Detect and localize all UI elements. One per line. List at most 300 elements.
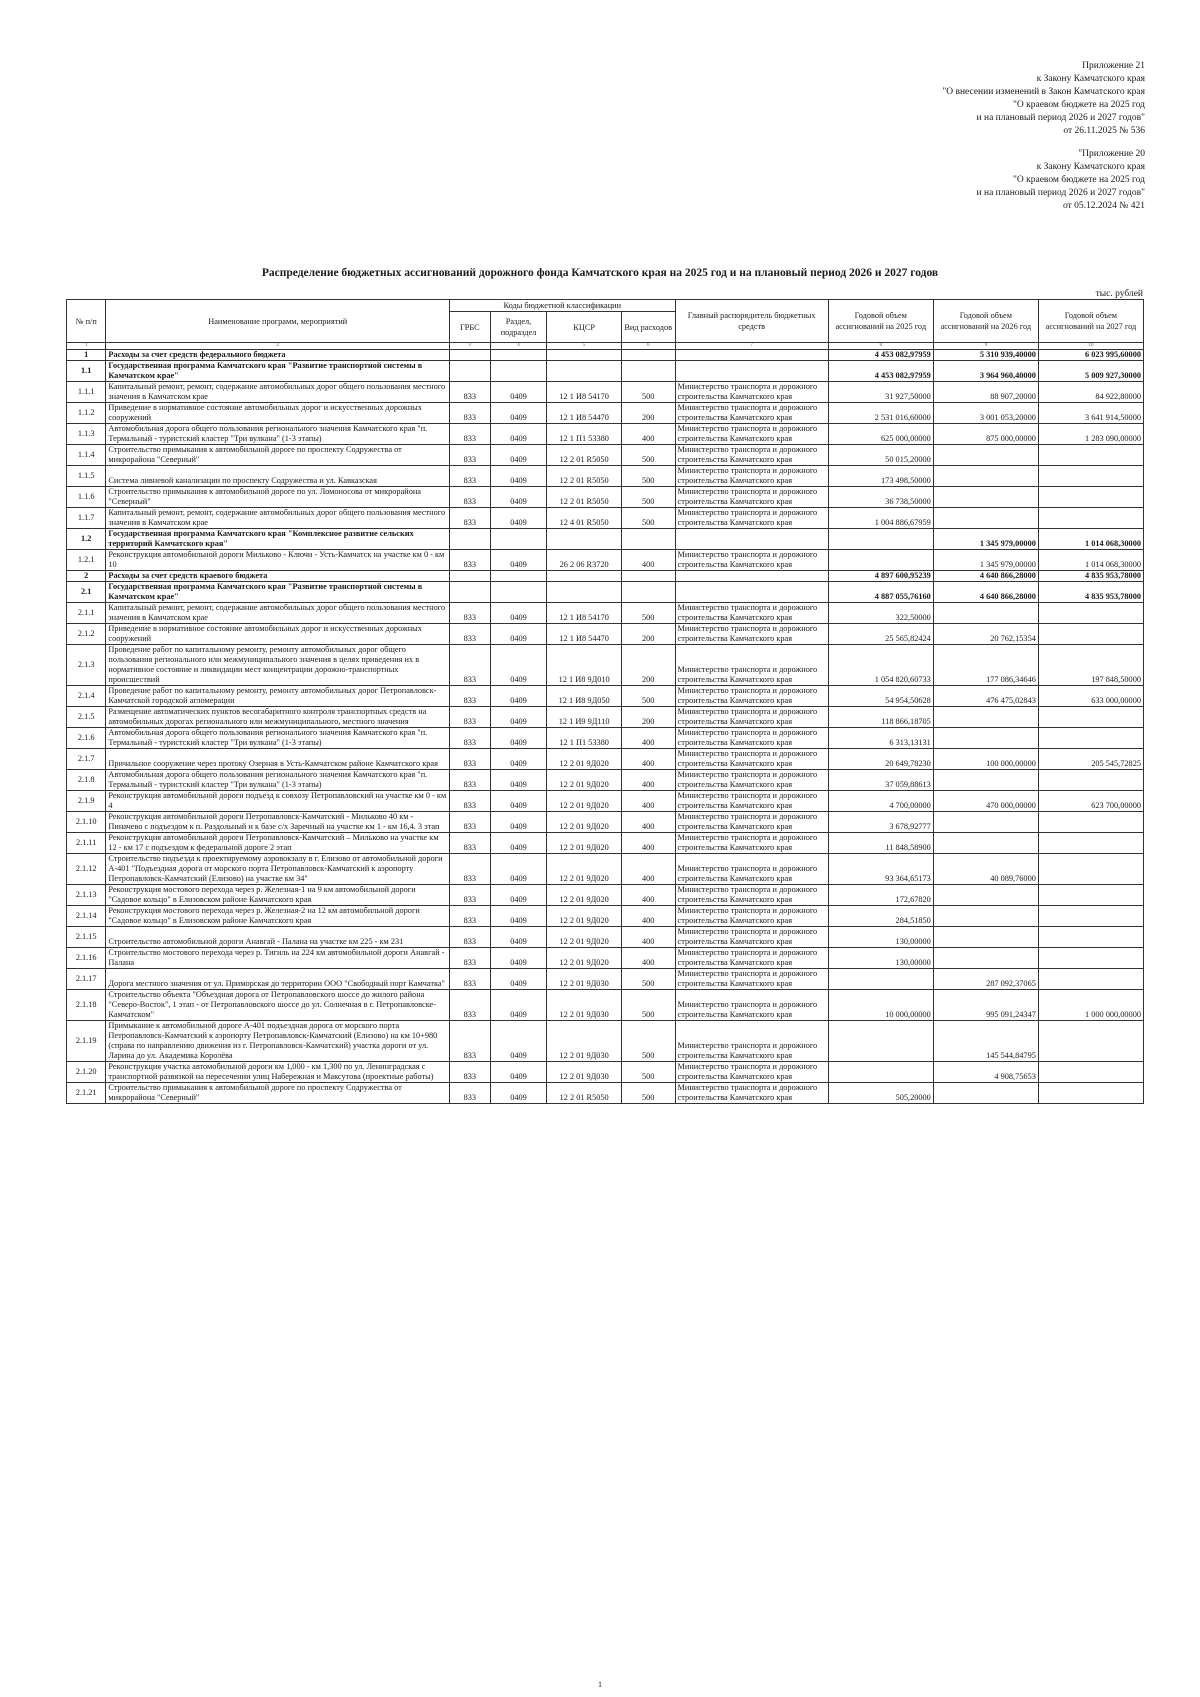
row-glav: Министерство транспорта и дорожного строительства Камчатского края <box>675 466 828 487</box>
row-name: Расходы за счет средств федерального бюджета <box>106 350 450 361</box>
row-vid: 400 <box>621 749 675 770</box>
row-kcsr: 12 2 01 9Д020 <box>547 812 621 833</box>
row-name: Автомобильная дорога общего пользования регионального значения Камчатского края "п. Термальный - туристский кластер "Три вулкана" (1-3 этапы) <box>106 424 450 445</box>
row-number: 2 <box>67 571 106 582</box>
row-glav: Министерство транспорта и дорожного строительства Камчатского края <box>675 791 828 812</box>
row-amount-2025: 36 738,50000 <box>828 487 933 508</box>
row-razdel: 0409 <box>490 686 547 707</box>
row-name: Проведение работ по капитальному ремонту, ремонту автомобильных дорог общего пользования регионального или межмуниципального значения в целях приведения их в нормативное состояние и ликвидации мест концентрации дорожно-транспортных происшествий <box>106 645 450 686</box>
row-kcsr: 12 2 01 9Д020 <box>547 749 621 770</box>
row-amount-2027 <box>1038 906 1143 927</box>
row-number: 1.2 <box>67 529 106 550</box>
row-grbs: 833 <box>450 603 490 624</box>
row-amount-2025: 1 054 820,60733 <box>828 645 933 686</box>
table-row <box>67 445 1144 466</box>
row-vid: 500 <box>621 445 675 466</box>
row-name: Реконструкция автомобильной дороги подъезд к совхозу Петропавловский на участке км 0 - км 4 <box>106 791 450 812</box>
col-header-glav: Главный распорядитель бюджетных средств <box>675 300 828 343</box>
col-header-grbs: ГРБС <box>450 312 490 343</box>
row-grbs: 833 <box>450 728 490 749</box>
col-header-razdel: Раздел, подраздел <box>490 312 547 343</box>
row-amount-2026 <box>933 906 1038 927</box>
row-number: 2.1.12 <box>67 854 106 885</box>
table-row <box>67 969 1144 990</box>
row-amount-2026: 4 640 866,28000 <box>933 582 1038 603</box>
column-index-row <box>67 343 1144 350</box>
row-name: Приведение в нормативное состояние автомобильных дорог и искусственных дорожных сооружений <box>106 624 450 645</box>
table-row <box>67 424 1144 445</box>
row-kcsr: 12 2 01 9Д030 <box>547 969 621 990</box>
row-number: 1.1.4 <box>67 445 106 466</box>
row-kcsr: 12 1 И9 9Д110 <box>547 707 621 728</box>
row-name: Система ливневой канализации по проспекту Содружества и ул. Кавказская <box>106 466 450 487</box>
row-glav: Министерство транспорта и дорожного строительства Камчатского края <box>675 854 828 885</box>
row-amount-2025: 25 565,82424 <box>828 624 933 645</box>
row-amount-2026 <box>933 603 1038 624</box>
row-kcsr: 12 2 01 9Д030 <box>547 990 621 1021</box>
row-glav <box>675 571 828 582</box>
row-amount-2026: 287 092,37065 <box>933 969 1038 990</box>
row-kcsr: 12 2 01 9Д020 <box>547 770 621 791</box>
header-line: Приложение 21 <box>1082 61 1145 71</box>
row-amount-2027: 1 000 000,00000 <box>1038 990 1143 1021</box>
table-row <box>67 403 1144 424</box>
row-number: 2.1.17 <box>67 969 106 990</box>
row-kcsr: 12 2 01 9Д030 <box>547 1021 621 1062</box>
row-vid: 500 <box>621 990 675 1021</box>
row-razdel: 0409 <box>490 424 547 445</box>
row-number: 2.1.8 <box>67 770 106 791</box>
table-row <box>67 707 1144 728</box>
row-number: 1.1.7 <box>67 508 106 529</box>
row-grbs: 833 <box>450 424 490 445</box>
header-line: "Приложение 20 <box>1078 149 1145 159</box>
row-vid: 400 <box>621 550 675 571</box>
table-row <box>67 550 1144 571</box>
row-name: Дорога местного значения от ул. Приморская до территории ООО "Свободный порт Камчатка" <box>106 969 450 990</box>
row-name: Реконструкция участка автомобильной дороги км 1,000 - км 1,300 по ул. Ленинградская с транспортной развязкой на пересечении улиц Набережная и Максутова (проектные работы) <box>106 1062 450 1083</box>
row-amount-2026: 1 345 979,00000 <box>933 550 1038 571</box>
row-number: 2.1.3 <box>67 645 106 686</box>
row-amount-2026 <box>933 487 1038 508</box>
row-amount-2026 <box>933 445 1038 466</box>
row-glav: Министерство транспорта и дорожного строительства Камчатского края <box>675 812 828 833</box>
row-razdel <box>490 361 547 382</box>
row-number: 2.1.11 <box>67 833 106 854</box>
row-grbs <box>450 571 490 582</box>
table-row <box>67 466 1144 487</box>
row-amount-2027: 623 700,00000 <box>1038 791 1143 812</box>
row-kcsr: 12 1 П1 53380 <box>547 424 621 445</box>
row-amount-2025: 31 927,50000 <box>828 382 933 403</box>
row-kcsr: 26 2 06 R3720 <box>547 550 621 571</box>
row-vid: 400 <box>621 728 675 749</box>
row-amount-2027 <box>1038 445 1143 466</box>
row-number: 1.2.1 <box>67 550 106 571</box>
row-glav: Министерство транспорта и дорожного строительства Камчатского края <box>675 645 828 686</box>
table-row <box>67 1083 1144 1104</box>
row-amount-2025: 130,00000 <box>828 927 933 948</box>
row-amount-2025: 505,20000 <box>828 1083 933 1104</box>
row-name: Размещение автоматических пунктов весогабаритного контроля транспортных средств на автомобильных дорогах регионального или межмуниципального, местного значения <box>106 707 450 728</box>
row-razdel: 0409 <box>490 508 547 529</box>
row-glav: Министерство транспорта и дорожного строительства Камчатского края <box>675 833 828 854</box>
row-number: 1.1.3 <box>67 424 106 445</box>
row-amount-2027 <box>1038 948 1143 969</box>
row-amount-2026: 3 964 960,40000 <box>933 361 1038 382</box>
row-amount-2027 <box>1038 1083 1143 1104</box>
row-amount-2027 <box>1038 969 1143 990</box>
row-amount-2027 <box>1038 728 1143 749</box>
row-number: 2.1.14 <box>67 906 106 927</box>
row-vid: 500 <box>621 508 675 529</box>
row-grbs: 833 <box>450 624 490 645</box>
row-grbs: 833 <box>450 854 490 885</box>
row-amount-2027: 1 014 068,30000 <box>1038 529 1143 550</box>
row-glav: Министерство транспорта и дорожного строительства Камчатского края <box>675 948 828 969</box>
row-amount-2026 <box>933 770 1038 791</box>
row-grbs: 833 <box>450 686 490 707</box>
header-line: к Закону Камчатского края <box>1036 162 1145 172</box>
row-amount-2027 <box>1038 508 1143 529</box>
col-header-y2026: Годовой объем ассигнований на 2026 год <box>933 300 1038 343</box>
row-razdel: 0409 <box>490 445 547 466</box>
table-row <box>67 885 1144 906</box>
row-glav <box>675 582 828 603</box>
row-kcsr: 12 1 И8 54470 <box>547 624 621 645</box>
row-glav: Министерство транспорта и дорожного строительства Камчатского края <box>675 969 828 990</box>
header-line: "О краевом бюджете на 2025 год <box>1013 175 1145 185</box>
row-vid <box>621 350 675 361</box>
col-header-kcsr: КЦСР <box>547 312 621 343</box>
table-row <box>67 791 1144 812</box>
appendix-header-current <box>942 60 1145 138</box>
row-number: 2.1.20 <box>67 1062 106 1083</box>
row-razdel: 0409 <box>490 1083 547 1104</box>
table-row <box>67 686 1144 707</box>
row-name: Строительство мостового перехода через р. Тигиль на 224 км автомобильной дороги Анавгай - Палана <box>106 948 450 969</box>
row-grbs: 833 <box>450 906 490 927</box>
row-kcsr: 12 2 01 R5050 <box>547 487 621 508</box>
row-vid: 500 <box>621 466 675 487</box>
row-amount-2025 <box>828 529 933 550</box>
row-amount-2025: 20 649,78230 <box>828 749 933 770</box>
row-name: Строительство примыкания к автомобильной дороге по проспекту Содружества от микрорайона "Северный" <box>106 1083 450 1104</box>
header-line: от 05.12.2024 № 421 <box>1063 201 1145 211</box>
row-number: 1.1.6 <box>67 487 106 508</box>
row-number: 2.1.5 <box>67 707 106 728</box>
row-kcsr: 12 2 01 9Д030 <box>547 1062 621 1083</box>
col-header-codes: Коды бюджетной классификации <box>450 300 675 312</box>
row-glav: Министерство транспорта и дорожного строительства Камчатского края <box>675 990 828 1021</box>
row-number: 2.1.1 <box>67 603 106 624</box>
row-amount-2026 <box>933 466 1038 487</box>
row-amount-2025: 3 678,92777 <box>828 812 933 833</box>
row-number: 2.1.21 <box>67 1083 106 1104</box>
row-amount-2027 <box>1038 885 1143 906</box>
row-vid: 400 <box>621 885 675 906</box>
row-name: Реконструкция автомобильной дороги Петропавловск-Камчатский - Мильково 40 км - Пиначево с подъездом к п. Раздольный и к базе с/х Заречный на участке км 1 - км 16,4. 3 этап <box>106 812 450 833</box>
row-name: Строительство примыкания к автомобильной дороге по проспекту Содружества от микрорайона "Северный" <box>106 445 450 466</box>
row-number: 1.1 <box>67 361 106 382</box>
row-grbs: 833 <box>450 885 490 906</box>
row-amount-2027 <box>1038 624 1143 645</box>
row-kcsr: 12 1 И8 54470 <box>547 403 621 424</box>
row-name: Капитальный ремонт, ремонт, содержание автомобильных дорог общего пользования местного значения в Камчатском крае <box>106 603 450 624</box>
row-glav: Министерство транспорта и дорожного строительства Камчатского края <box>675 550 828 571</box>
row-name: Проведение работ по капитальному ремонту, ремонту автомобильных дорог Петропавловск-Камчатской городской агломерации <box>106 686 450 707</box>
table-row <box>67 645 1144 686</box>
row-name: Строительство объекта "Объездная дорога от Петропавловского шоссе до жилого района "Северо-Восток", 1 этап - от Петропавловского шоссе до ул. Солнечная в г. Петропавловске-Камчатском" <box>106 990 450 1021</box>
row-name: Государственная программа Камчатского края "Развитие транспортной системы в Камчатском крае" <box>106 361 450 382</box>
row-amount-2026: 875 000,00000 <box>933 424 1038 445</box>
row-glav: Министерство транспорта и дорожного строительства Камчатского края <box>675 749 828 770</box>
row-grbs: 833 <box>450 990 490 1021</box>
page-number: 1 <box>598 1680 602 1689</box>
row-name: Причальное сооружение через протоку Озерная в Усть-Камчатском районе Камчатского края <box>106 749 450 770</box>
row-amount-2026 <box>933 948 1038 969</box>
row-amount-2027 <box>1038 812 1143 833</box>
row-amount-2025: 625 000,00000 <box>828 424 933 445</box>
row-number: 2.1.10 <box>67 812 106 833</box>
header-line: к Закону Камчатского края <box>1036 74 1145 84</box>
row-amount-2027 <box>1038 487 1143 508</box>
col-header-name: Наименование программ, мероприятий <box>106 300 450 343</box>
row-name: Реконструкция мостового перехода через р. Железная-2 на 12 км автомобильной дороги "Садовое кольцо" в Елизовском районе Камчатского края <box>106 906 450 927</box>
table-row <box>67 582 1144 603</box>
row-kcsr: 12 2 01 9Д020 <box>547 948 621 969</box>
table-row <box>67 508 1144 529</box>
row-razdel <box>490 582 547 603</box>
row-glav: Министерство транспорта и дорожного строительства Камчатского края <box>675 1083 828 1104</box>
row-vid: 400 <box>621 833 675 854</box>
row-vid: 200 <box>621 403 675 424</box>
row-grbs: 833 <box>450 487 490 508</box>
row-glav: Министерство транспорта и дорожного строительства Камчатского края <box>675 885 828 906</box>
row-glav <box>675 361 828 382</box>
row-vid: 200 <box>621 624 675 645</box>
column-index: 6 <box>621 343 675 350</box>
row-name: Капитальный ремонт, ремонт, содержание автомобильных дорог общего пользования местного значения в Камчатском крае <box>106 382 450 403</box>
column-index: 9 <box>933 343 1038 350</box>
row-grbs: 833 <box>450 770 490 791</box>
row-number: 2.1.15 <box>67 927 106 948</box>
row-glav: Министерство транспорта и дорожного строительства Камчатского края <box>675 707 828 728</box>
row-grbs: 833 <box>450 550 490 571</box>
row-name: Государственная программа Камчатского края "Развитие транспортной системы в Камчатском крае" <box>106 582 450 603</box>
row-glav: Министерство транспорта и дорожного строительства Камчатского края <box>675 1062 828 1083</box>
row-amount-2025: 37 059,88613 <box>828 770 933 791</box>
row-razdel: 0409 <box>490 707 547 728</box>
table-row <box>67 603 1144 624</box>
table-row <box>67 749 1144 770</box>
table-row <box>67 1021 1144 1062</box>
row-amount-2025: 130,00000 <box>828 948 933 969</box>
row-amount-2026 <box>933 1083 1038 1104</box>
row-glav: Министерство транспорта и дорожного строительства Камчатского края <box>675 906 828 927</box>
row-razdel: 0409 <box>490 791 547 812</box>
row-glav: Министерство транспорта и дорожного строительства Камчатского края <box>675 770 828 791</box>
row-number: 2.1.6 <box>67 728 106 749</box>
row-vid: 400 <box>621 854 675 885</box>
row-number: 1.1.2 <box>67 403 106 424</box>
header-line: "О внесении изменений в Закон Камчатского края <box>942 87 1145 97</box>
row-grbs: 833 <box>450 508 490 529</box>
row-kcsr: 12 1 И8 54170 <box>547 382 621 403</box>
row-vid: 400 <box>621 927 675 948</box>
row-kcsr: 12 1 П1 53380 <box>547 728 621 749</box>
table-row <box>67 990 1144 1021</box>
row-vid <box>621 361 675 382</box>
row-vid: 500 <box>621 382 675 403</box>
table-row <box>67 854 1144 885</box>
row-kcsr: 12 2 01 9Д020 <box>547 854 621 885</box>
row-name: Строительство автомобильной дороги Анавгай - Палана на участке км 225 - км 231 <box>106 927 450 948</box>
row-glav: Министерство транспорта и дорожного строительства Камчатского края <box>675 508 828 529</box>
row-amount-2025: 93 364,65173 <box>828 854 933 885</box>
row-amount-2026: 20 762,15354 <box>933 624 1038 645</box>
header-line: от 26.11.2025 № 536 <box>1063 126 1145 136</box>
row-razdel: 0409 <box>490 624 547 645</box>
row-vid <box>621 571 675 582</box>
row-amount-2026 <box>933 812 1038 833</box>
row-grbs: 833 <box>450 382 490 403</box>
row-amount-2025: 4 887 055,76160 <box>828 582 933 603</box>
row-vid: 400 <box>621 770 675 791</box>
row-amount-2026 <box>933 728 1038 749</box>
row-number: 2.1.13 <box>67 885 106 906</box>
row-glav: Министерство транспорта и дорожного строительства Камчатского края <box>675 1021 828 1062</box>
row-kcsr: 12 2 01 9Д020 <box>547 791 621 812</box>
row-amount-2025: 2 531 016,60000 <box>828 403 933 424</box>
row-number: 1.1.5 <box>67 466 106 487</box>
row-amount-2026: 1 345 979,00000 <box>933 529 1038 550</box>
header-line: и на плановый период 2026 и 2027 годов" <box>976 113 1145 123</box>
table-row <box>67 487 1144 508</box>
column-index: 3 <box>450 343 490 350</box>
col-header-num: № п/п <box>67 300 106 343</box>
row-grbs: 833 <box>450 833 490 854</box>
row-kcsr: 12 1 И8 9Д050 <box>547 686 621 707</box>
row-amount-2026: 145 544,84795 <box>933 1021 1038 1062</box>
row-razdel <box>490 571 547 582</box>
row-razdel: 0409 <box>490 812 547 833</box>
row-kcsr: 12 4 01 R5050 <box>547 508 621 529</box>
table-row <box>67 529 1144 550</box>
row-amount-2027: 3 641 914,50000 <box>1038 403 1143 424</box>
row-grbs: 833 <box>450 645 490 686</box>
row-amount-2025: 172,67820 <box>828 885 933 906</box>
row-grbs: 833 <box>450 749 490 770</box>
table-row <box>67 906 1144 927</box>
row-amount-2027: 5 009 927,30000 <box>1038 361 1143 382</box>
row-amount-2025: 10 000,00000 <box>828 990 933 1021</box>
header-line: "О краевом бюджете на 2025 год <box>1013 100 1145 110</box>
row-number: 1 <box>67 350 106 361</box>
column-index: 1 <box>67 343 106 350</box>
row-amount-2025: 50 015,20000 <box>828 445 933 466</box>
row-grbs <box>450 350 490 361</box>
row-kcsr: 12 2 01 R5050 <box>547 1083 621 1104</box>
row-glav: Министерство транспорта и дорожного строительства Камчатского края <box>675 927 828 948</box>
row-razdel: 0409 <box>490 833 547 854</box>
row-amount-2027 <box>1038 854 1143 885</box>
row-glav: Министерство транспорта и дорожного строительства Камчатского края <box>675 487 828 508</box>
row-glav: Министерство транспорта и дорожного строительства Камчатского края <box>675 686 828 707</box>
row-amount-2025: 4 453 082,97959 <box>828 350 933 361</box>
row-amount-2026: 5 310 939,40000 <box>933 350 1038 361</box>
table-row <box>67 382 1144 403</box>
row-amount-2027 <box>1038 707 1143 728</box>
row-grbs <box>450 361 490 382</box>
row-name: Автомобильная дорога общего пользования регионального значения Камчатского края "п. Термальный - туристский кластер "Три вулкана" (1-3 этапы) <box>106 728 450 749</box>
row-vid: 200 <box>621 645 675 686</box>
row-razdel: 0409 <box>490 854 547 885</box>
row-amount-2027 <box>1038 466 1143 487</box>
row-name: Реконструкция мостового перехода через р. Железная-1 на 9 км автомобильной дороги "Садовое кольцо" в Елизовском районе Камчатского края <box>106 885 450 906</box>
row-glav: Министерство транспорта и дорожного строительства Камчатского края <box>675 424 828 445</box>
table-header-row <box>67 300 1144 312</box>
row-amount-2025: 284,51850 <box>828 906 933 927</box>
row-vid: 500 <box>621 686 675 707</box>
row-grbs: 833 <box>450 791 490 812</box>
row-amount-2027 <box>1038 1021 1143 1062</box>
row-number: 2.1.19 <box>67 1021 106 1062</box>
row-amount-2027: 4 835 953,78000 <box>1038 582 1143 603</box>
table-row <box>67 624 1144 645</box>
row-name: Строительство примыкания к автомобильной дороге по ул. Ломоносова от микрорайона "Северный" <box>106 487 450 508</box>
row-amount-2026 <box>933 885 1038 906</box>
row-glav: Министерство транспорта и дорожного строительства Камчатского края <box>675 728 828 749</box>
row-amount-2025: 6 313,13131 <box>828 728 933 749</box>
row-amount-2026: 40 089,76000 <box>933 854 1038 885</box>
row-kcsr <box>547 571 621 582</box>
row-name: Приведение в нормативное состояние автомобильных дорог и искусственных дорожных сооружений <box>106 403 450 424</box>
row-amount-2025 <box>828 969 933 990</box>
row-amount-2025: 1 004 886,67959 <box>828 508 933 529</box>
row-amount-2027 <box>1038 927 1143 948</box>
row-amount-2025 <box>828 1021 933 1062</box>
budget-table <box>66 299 1144 1104</box>
document-title: Распределение бюджетных ассигнований дорожного фонда Камчатского края на 2025 год и на плановый период 2026 и 2027 годов <box>261 267 939 279</box>
row-glav <box>675 350 828 361</box>
row-name: Реконструкция автомобильной дороги Мильково - Ключи - Усть-Камчатск на участке км 0 - км 10 <box>106 550 450 571</box>
col-header-y2025: Годовой объем ассигнований на 2025 год <box>828 300 933 343</box>
row-kcsr: 12 1 И8 9Д010 <box>547 645 621 686</box>
row-amount-2026: 177 086,34646 <box>933 645 1038 686</box>
row-vid <box>621 582 675 603</box>
row-name: Капитальный ремонт, ремонт, содержание автомобильных дорог общего пользования местного значения в Камчатском крае <box>106 508 450 529</box>
row-amount-2027 <box>1038 770 1143 791</box>
row-amount-2027 <box>1038 603 1143 624</box>
row-grbs: 833 <box>450 403 490 424</box>
row-amount-2026: 995 091,24347 <box>933 990 1038 1021</box>
row-grbs <box>450 582 490 603</box>
row-razdel: 0409 <box>490 1062 547 1083</box>
row-name: Государственная программа Камчатского края "Комплексное развитие сельских территорий Камчатского края" <box>106 529 450 550</box>
column-index: 4 <box>490 343 547 350</box>
col-header-vid: Вид расходов <box>621 312 675 343</box>
row-vid: 400 <box>621 424 675 445</box>
row-amount-2027: 1 283 090,00000 <box>1038 424 1143 445</box>
row-amount-2027: 6 023 995,60000 <box>1038 350 1143 361</box>
row-razdel: 0409 <box>490 728 547 749</box>
row-kcsr <box>547 350 621 361</box>
row-amount-2027: 205 545,72825 <box>1038 749 1143 770</box>
table-row <box>67 833 1144 854</box>
column-index: 10 <box>1038 343 1143 350</box>
header-line: и на плановый период 2026 и 2027 годов" <box>976 188 1145 198</box>
